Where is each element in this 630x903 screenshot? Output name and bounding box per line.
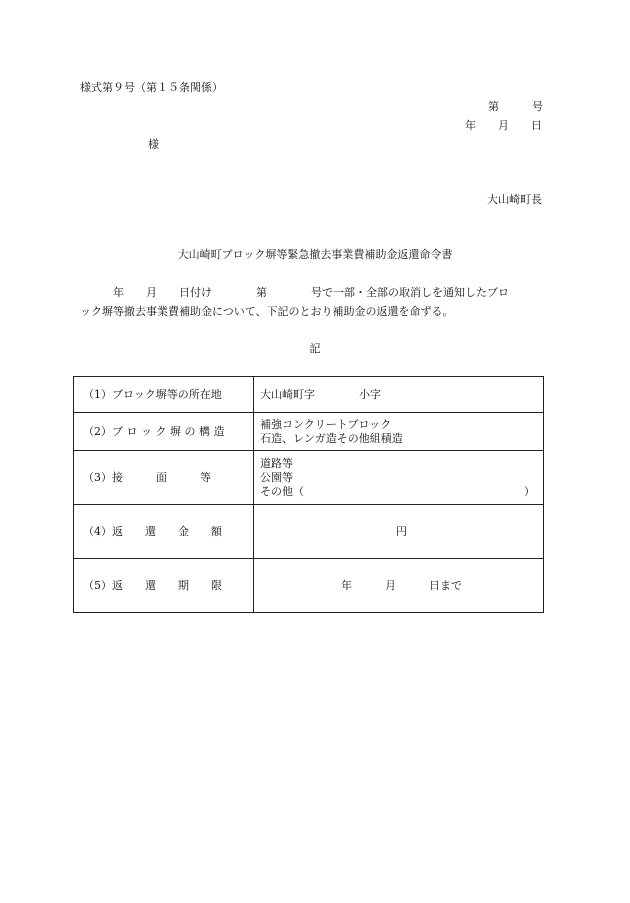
amount-unit: 円: [396, 524, 407, 538]
document-title: 大山崎町ブロック塀等緊急撤去事業費補助金返還命令書: [177, 248, 453, 261]
row-value-amount: [254, 505, 544, 559]
structure-option-1: 補強コンクリートブロック: [260, 417, 392, 431]
row-value-structure: [254, 413, 544, 451]
form-number: 様式第９号（第１５条関係）: [80, 81, 223, 94]
row-value-frontage: [254, 451, 544, 505]
issuer: 大山崎町長: [487, 193, 542, 206]
body-text-line-2: ック塀等撤去事業費補助金について、下記のとおり補助金の返還を命ずる。: [80, 305, 454, 318]
row-label-amount: （4）返 還 金 額: [74, 505, 254, 559]
table-row: [74, 559, 544, 613]
body-text-line-1: 年 月 日付け 第 号で一部・全部の取消しを通知したブロ: [80, 286, 509, 299]
row-value-deadline: [254, 559, 544, 613]
addressee: 様: [148, 138, 159, 151]
location-text: 大山崎町字 小字: [260, 387, 381, 401]
table-row: [74, 377, 544, 413]
table-row: [74, 451, 544, 505]
row-label-structure: （2）ブ ロ ッ ク 塀 の 構 造: [74, 413, 254, 451]
row-label-location: （1）ブロック塀等の所在地: [74, 377, 254, 413]
table-row: [74, 505, 544, 559]
deadline-text: 年 月 日まで: [341, 578, 462, 592]
document-date: 年 月 日: [465, 119, 542, 132]
frontage-option-park: 公園等: [260, 470, 293, 484]
ki-heading: 記: [309, 342, 321, 355]
row-label-frontage: （3）接 面 等: [74, 451, 254, 505]
row-value-location: [254, 377, 544, 413]
frontage-option-road: 道路等: [260, 456, 293, 470]
document-number: 第 号: [488, 100, 543, 113]
row-label-deadline: （5）返 還 期 限: [74, 559, 254, 613]
frontage-option-other: その他（ ）: [260, 484, 535, 498]
details-table: [73, 376, 544, 613]
structure-option-2: 石造、レンガ造その他組積造: [260, 431, 403, 445]
table-row: [74, 413, 544, 451]
